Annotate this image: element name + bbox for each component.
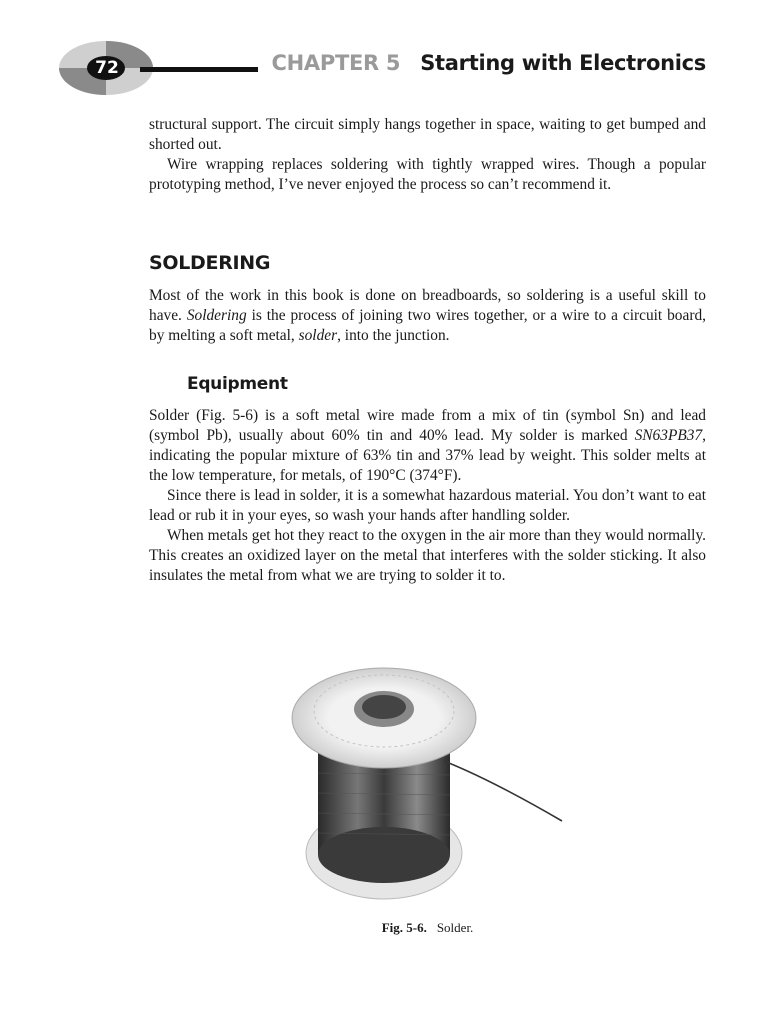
equipment-paragraph-2: Since there is lead in solder, it is a somewhat hazardous material. You don’t want to eat lead or rub it in your eyes, so wash your hands after handling solder. bbox=[149, 487, 706, 524]
term-solder: solder bbox=[298, 327, 338, 344]
intro-paragraph-1: structural support. The circuit simply hangs together in space, waiting to get bumped and shorted out. bbox=[149, 116, 706, 153]
figure-caption bbox=[149, 920, 706, 936]
soldering-paragraph: Most of the work in this book is done on breadboards, so soldering is a useful skill to have. Soldering is the process of joining two wires together, or a wire to a circuit board, by melting a soft metal, solder, into the junction. bbox=[149, 287, 707, 344]
equipment-section bbox=[187, 374, 687, 394]
intro-paragraph-2: Wire wrapping replaces soldering with tightly wrapped wires. Though a popular prototyping method, I’ve never enjoyed the process so can’t recommend it. bbox=[149, 156, 706, 193]
page-number: 72 bbox=[95, 58, 119, 78]
soldering-section bbox=[149, 252, 706, 274]
chapter-title: Starting with Electronics bbox=[420, 51, 706, 75]
solder-spool-image bbox=[284, 663, 584, 913]
intro-block bbox=[149, 115, 706, 195]
section-heading-soldering: SOLDERING bbox=[149, 252, 271, 274]
equipment-body bbox=[149, 406, 706, 586]
running-head bbox=[272, 51, 706, 75]
subsection-heading-equipment: Equipment bbox=[187, 374, 288, 394]
solder-marking: SN63PB37 bbox=[634, 427, 703, 444]
soldering-body bbox=[149, 286, 706, 346]
header-rule bbox=[140, 67, 258, 72]
figure-label: Fig. 5-6. bbox=[381, 920, 427, 935]
term-soldering: Soldering bbox=[186, 307, 247, 324]
equipment-paragraph-1: Solder (Fig. 5-6) is a soft metal wire made from a mix of tin (symbol Sn) and lead (symbol Pb), usually about 60% tin and 40% lead. My solder is marked SN63PB37, indicating the popular mixture of 63% tin and 37% lead by weight. This solder melts at the low temperature, for metals, of 190°C (374°F). bbox=[149, 407, 706, 484]
figure-caption-text: Solder. bbox=[436, 920, 474, 935]
equipment-paragraph-3: When metals get hot they react to the oxygen in the air more than they would normally. This creates an oxidized layer on the metal that interferes with the solder sticking. It also insulates the metal from what we are trying to solder it to. bbox=[149, 527, 706, 584]
chapter-label: CHAPTER 5 bbox=[271, 51, 401, 75]
